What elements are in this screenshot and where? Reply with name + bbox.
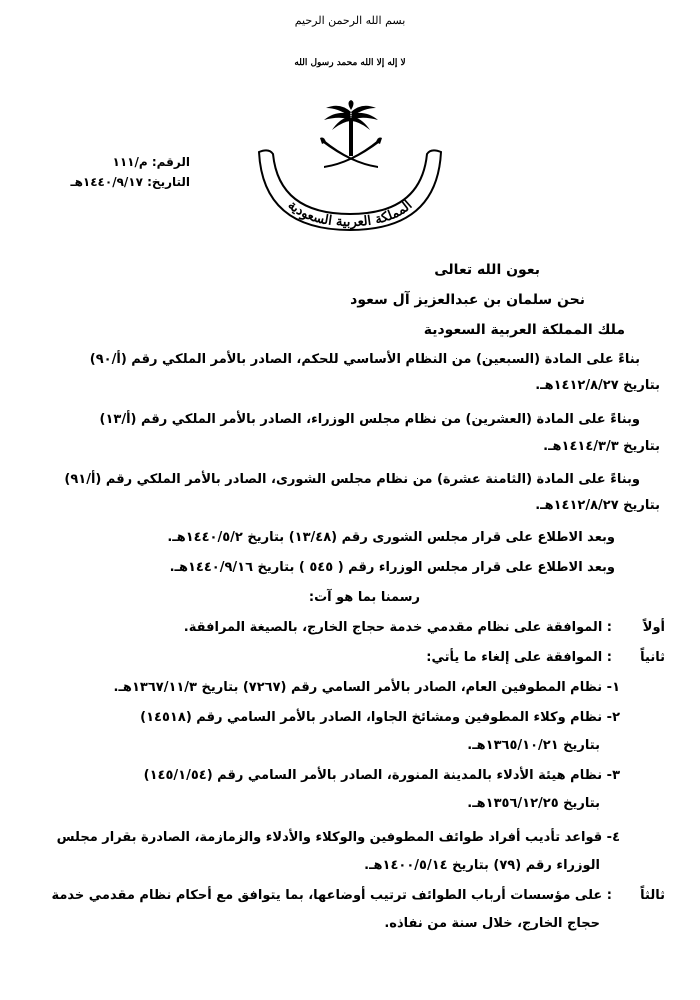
opening-line-2: نحن سلمان بن عبدالعزيز آل سعود xyxy=(350,292,585,308)
article-third-text-a: : على مؤسسات أرباب الطوائف ترتيب أوضاعها، بما يتوافق مع أحكام نظام مقدمي خدمة xyxy=(51,888,612,903)
article-first-label: أولاً xyxy=(642,620,665,635)
article-third-text-b: حجاج الخارج، خلال سنة من نفاذه. xyxy=(384,916,600,931)
repeal-item-4b: الوزراء رقم (٧٩) بتاريخ ١٤٠٠/٥/١٤هـ. xyxy=(364,858,600,873)
preamble-3a: وبناءً على المادة (الثامنة عشرة) من نظام مجلس الشورى، الصادر بالأمر الملكي رقم (أ/٩١) xyxy=(64,472,640,487)
repeal-item-4a: ٤- قواعد تأديب أفراد طوائف المطوفين والوكلاء والأدلاء والزمازمة، الصادرة بقرار مجلس xyxy=(56,830,620,845)
preamble-1a: بناءً على المادة (السبعين) من النظام الأساسي للحكم، الصادر بالأمر الملكي رقم (أ/٩٠) xyxy=(89,352,640,367)
article-third-label: ثالثاً xyxy=(640,888,665,903)
kingdom-seal-arc xyxy=(255,140,445,232)
article-second-text: : الموافقة على إلغاء ما يأتي: xyxy=(426,650,612,665)
preamble-3b: بتاريخ ١٤١٢/٨/٢٧هـ. xyxy=(535,498,660,513)
reference-block xyxy=(60,152,190,192)
repeal-item-1: ١- نظام المطوفين العام، الصادر بالأمر السامي رقم (٧٢٦٧) بتاريخ ١٣٦٧/١١/٣هـ. xyxy=(113,680,620,695)
article-first-text: : الموافقة على نظام مقدمي خدمة حجاج الخارج، بالصيغة المرافقة. xyxy=(183,620,612,635)
opening-line-3: ملك المملكة العربية السعودية xyxy=(423,322,625,338)
preamble-2a: وبناءً على المادة (العشرين) من نظام مجلس الوزراء، الصادر بالأمر الملكي رقم (أ/١٣) xyxy=(99,412,640,427)
basmala: بسم الله الرحمن الرحيم xyxy=(294,14,406,27)
opening-line-1: بعون الله تعالى xyxy=(434,262,540,278)
article-second-label: ثانياً xyxy=(640,650,665,665)
shahada-calligraphy: لا إله إلا الله محمد رسول الله xyxy=(294,58,406,68)
reference-date: التاريخ: ١٤٤٠/٩/١٧هـ xyxy=(70,175,190,189)
preamble-1b: بتاريخ ١٤١٢/٨/٢٧هـ. xyxy=(535,378,660,393)
repeal-item-3b: بتاريخ ١٣٥٦/١٢/٢٥هـ. xyxy=(467,796,600,811)
reference-number: الرقم: م/١١١ xyxy=(112,155,190,169)
preamble-4: وبعد الاطلاع على قرار مجلس الشورى رقم (١٣/٤٨) بتاريخ ١٤٤٠/٥/٢هـ. xyxy=(167,530,615,545)
emblem-text: المملكة العربية السعودية xyxy=(284,197,416,231)
repeal-item-2b: بتاريخ ١٣٦٥/١٠/٢١هـ. xyxy=(467,738,600,753)
preamble-2b: بتاريخ ١٤١٤/٣/٣هـ. xyxy=(543,439,660,454)
preamble-5: وبعد الاطلاع على قرار مجلس الوزراء رقم ( ٥٤٥ ) بتاريخ ١٤٤٠/٩/١٦هـ. xyxy=(169,560,615,575)
decree-line: رسمنا بما هو آت: xyxy=(308,590,420,605)
repeal-item-2a: ٢- نظام وكلاء المطوفين ومشائخ الجاوا، الصادر بالأمر السامي رقم (١٤٥١٨) xyxy=(140,710,620,725)
repeal-item-3a: ٣- نظام هيئة الأدلاء بالمدينة المنورة، الصادر بالأمر السامي رقم (١٤٥/١/٥٤) xyxy=(143,768,620,783)
